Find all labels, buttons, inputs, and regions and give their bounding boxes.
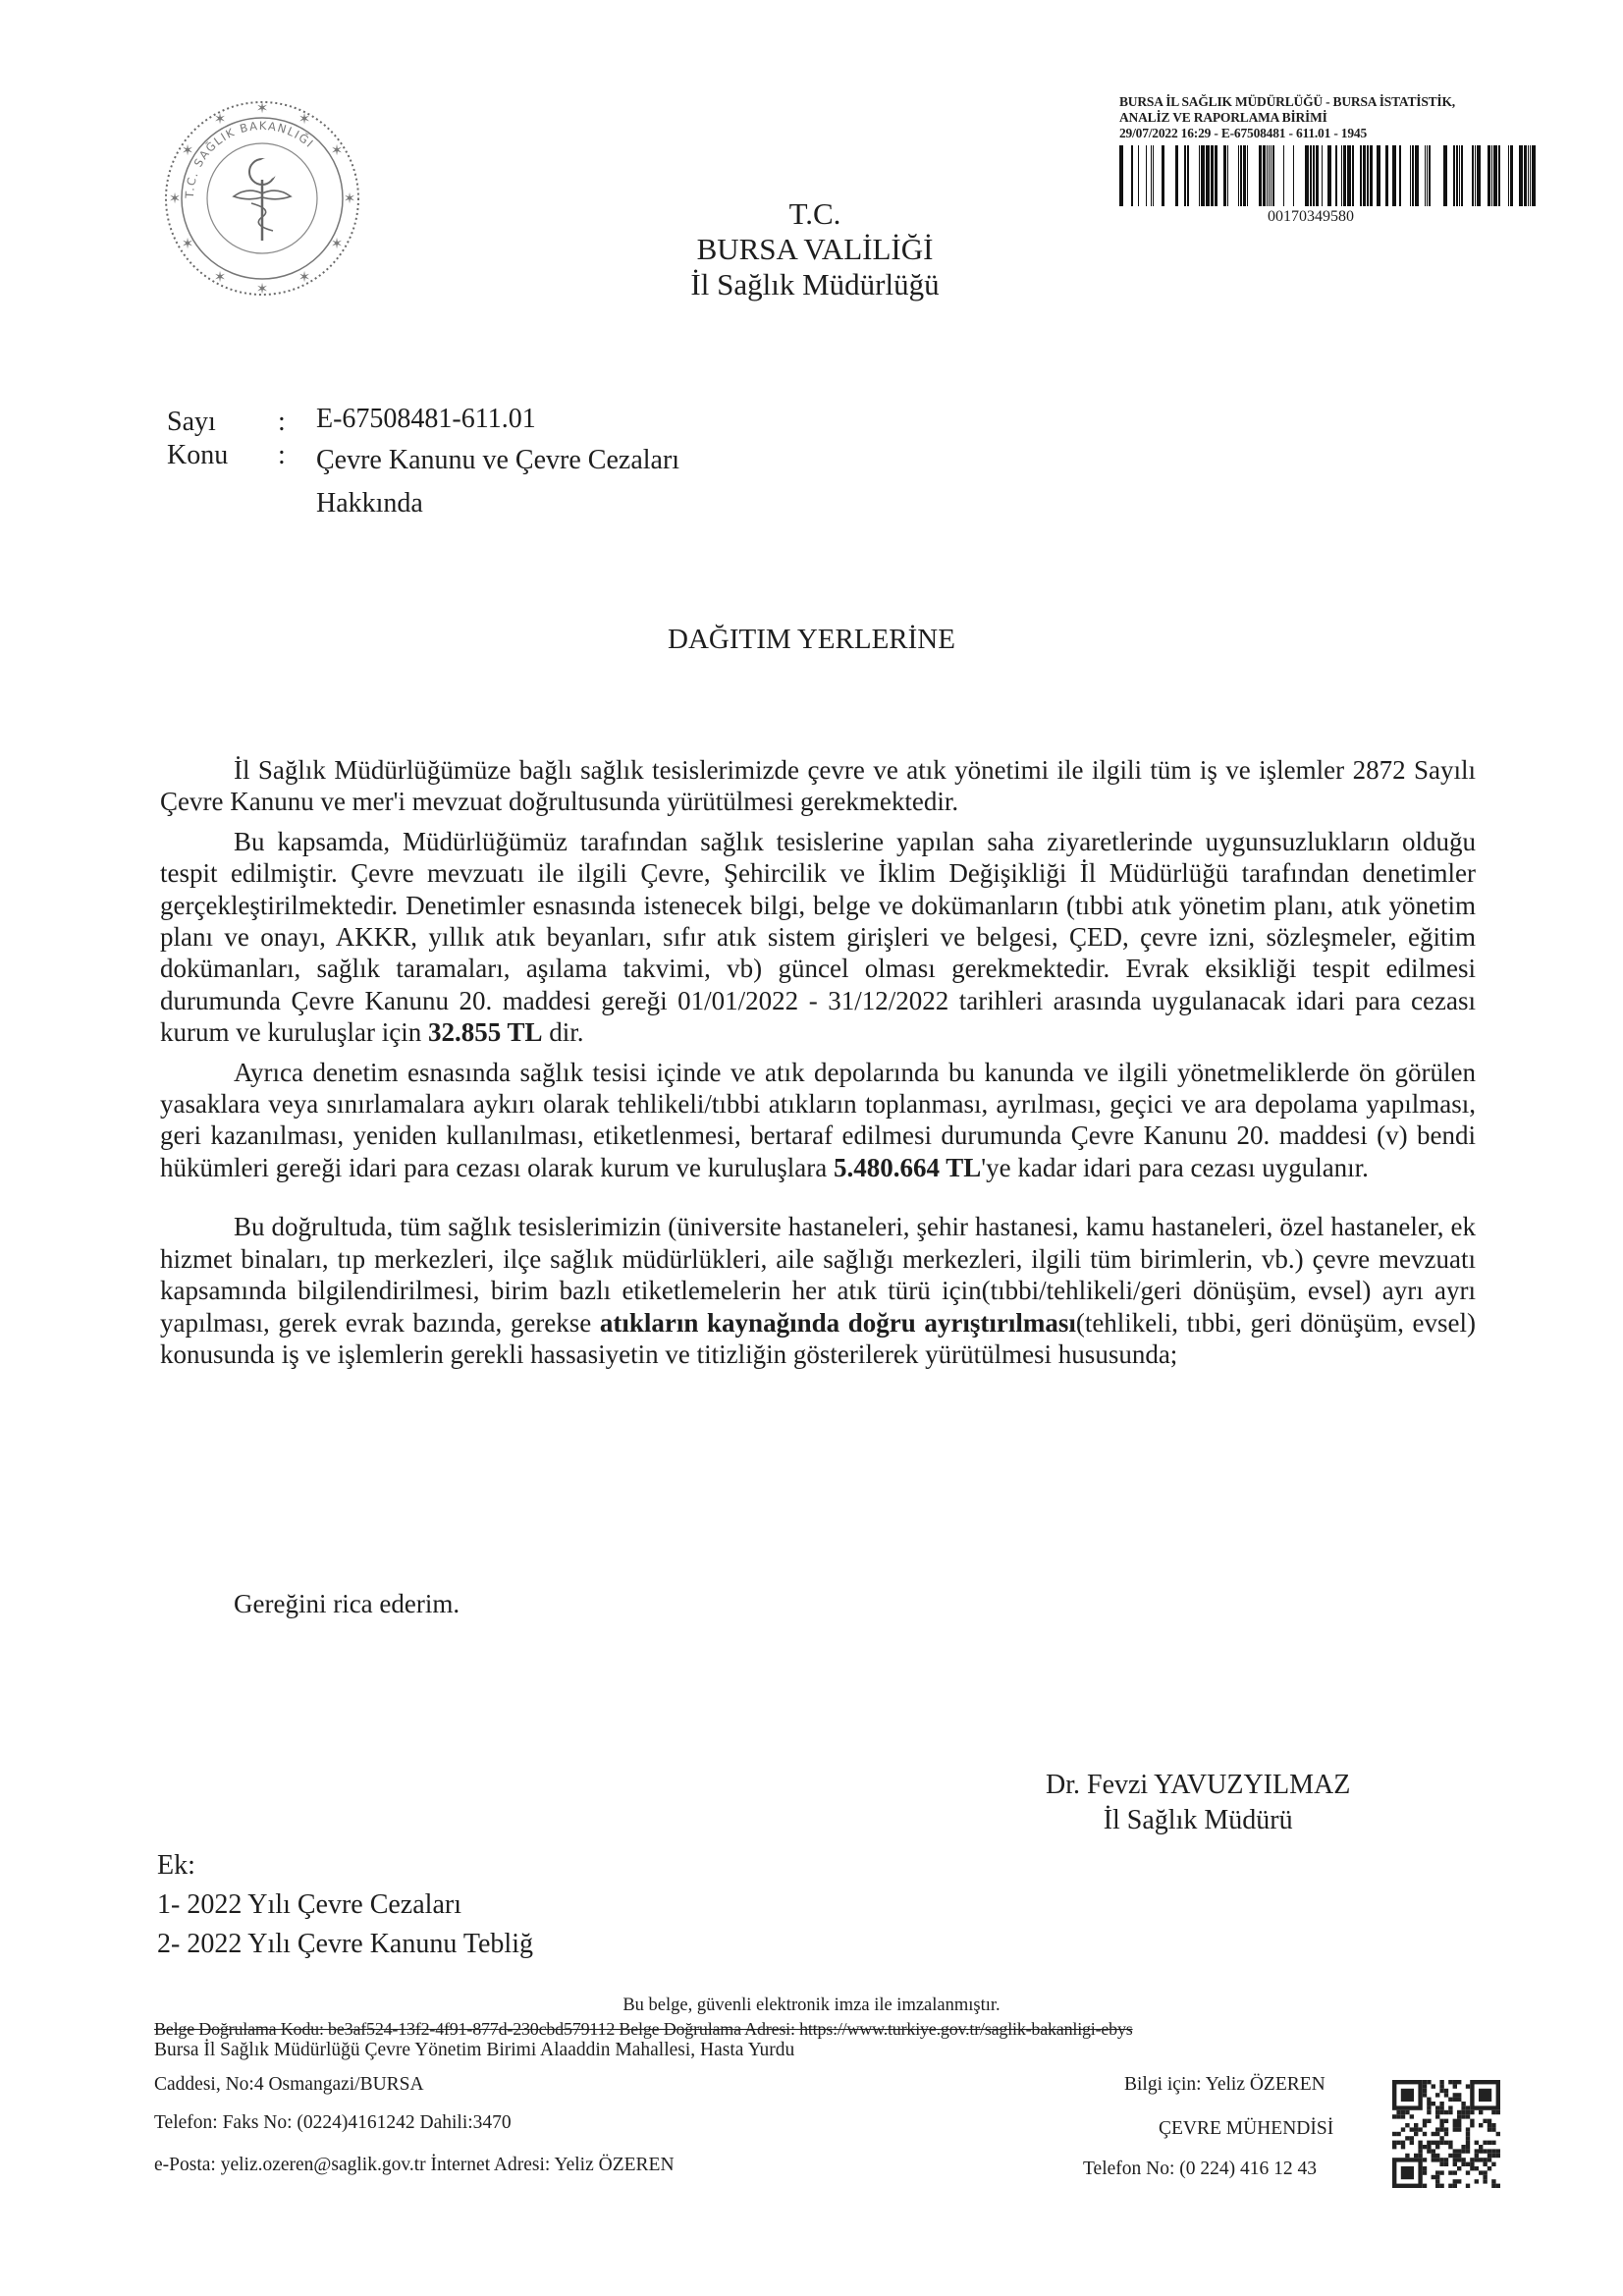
barcode-number: 00170349580: [1268, 208, 1354, 225]
verification-line: Belge Doğrulama Kodu: be3af524-13f2-4f91-877d-230cbd579112 Belge Doğrulama Adresi: https://www.turkiye.gov.tr/saglik-bakanligi-ebys: [154, 2019, 1133, 2039]
konu-label: Konu: [167, 440, 229, 470]
footer-contact-phone: Telefon No: (0 224) 416 12 43: [1083, 2159, 1318, 2179]
letter-body: [160, 754, 1476, 1378]
konu-line-2: Hakkında: [316, 488, 423, 519]
sayi-label: Sayı: [167, 407, 216, 437]
heading-line-tc: T.C.: [788, 196, 841, 231]
ministry-seal: [157, 93, 368, 304]
signer-name: Dr. Fevzi YAVUZYILMAZ: [1046, 1770, 1351, 1800]
attachment-item: 1- 2022 Yılı Çevre Cezaları: [157, 1889, 461, 1920]
attachments-list: [157, 1846, 533, 1964]
konu-colon: :: [278, 440, 286, 470]
signature-block: [1046, 1768, 1350, 1838]
institution-heading: [589, 196, 1041, 302]
svg-text:✶: ✶: [181, 141, 194, 159]
svg-text:✶: ✶: [298, 110, 311, 128]
attachment-item: 2- 2022 Yılı Çevre Kanunu Tebliğ: [157, 1929, 533, 1959]
footer-info: Bilgi için: Yeliz ÖZEREN: [1124, 2074, 1325, 2095]
esign-notice: Bu belge, güvenli elektronik imza ile imzalanmıştır.: [622, 1995, 1001, 2015]
registry-line-1: BURSA İL SAĞLIK MÜDÜRLÜĞÜ - BURSA İSTATİSTİK,: [1119, 94, 1455, 109]
svg-text:T.C. SAĞLIK BAKANLIĞI: T.C. SAĞLIK BAKANLIĞI: [182, 118, 317, 199]
registry-barcode-block: [1119, 94, 1542, 226]
svg-text:✶: ✶: [181, 235, 194, 252]
svg-text:✶: ✶: [298, 268, 311, 286]
svg-text:✶: ✶: [213, 268, 227, 286]
svg-text:✶: ✶: [213, 110, 227, 128]
attachments-label: Ek:: [157, 1850, 195, 1881]
konu-value: [316, 439, 679, 525]
svg-text:✶: ✶: [330, 141, 344, 159]
svg-text:✶: ✶: [255, 280, 269, 298]
seal-emblem-icon: [157, 93, 368, 304]
registry-line-3: 29/07/2022 16:29 - E-67508481 - 611.01 - 1945: [1119, 126, 1367, 140]
closing-line: Gereğini rica ederim.: [234, 1589, 460, 1618]
heading-line-mudurluk: İl Sağlık Müdürlüğü: [690, 267, 940, 301]
svg-text:✶: ✶: [255, 99, 269, 117]
heading-line-valilik: BURSA VALİLİĞİ: [696, 232, 934, 266]
svg-text:✶: ✶: [330, 235, 344, 252]
emphasis-segregation: atıkların kaynağında doğru ayrıştırılması: [599, 1307, 1076, 1338]
sayi-colon: :: [278, 407, 286, 437]
footer-address-2: Caddesi, No:4 Osmangazi/BURSA: [154, 2074, 424, 2095]
paragraph-4: Bu doğrultuda, tüm sağlık tesislerimizin (üniversite hastaneleri, şehir hastanesi, kamu hastaneleri, özel hastaneler, ek hizmet binaları, tıp merkezleri, ilçe sağlık müdürlükleri, aile sağlığı merkezleri, ilgili tüm birimlerin, vb.) çevre mevzuatı kapsamında bilgilendirilmesi, birim bazlı etiketlemelerin her atık türü için(tıbbi/tehlikeli/geri dönüşüm, evsel) ayrı ayrı yapılması, gerek evrak bazında, gerekse atıkların kaynağında doğru ayrıştırılması(tehlikeli, tıbbi, geri dönüşüm, evsel) konusunda iş ve işlemlerin gerekli hassasiyetin ve titizliğin gösterilerek yürütülmesi hususunda;: [160, 1212, 1476, 1369]
footer-address-1: Bursa İl Sağlık Müdürlüğü Çevre Yönetim Birimi Alaaddin Mahallesi, Hasta Yurdu: [154, 2040, 795, 2060]
svg-text:✶: ✶: [343, 190, 356, 207]
paragraph-1: İl Sağlık Müdürlüğümüze bağlı sağlık tesislerimizde çevre ve atık yönetimi ile ilgili tüm iş ve işlemler 2872 Sayılı Çevre Kanunu ve mer'i mevzuat doğrultusunda yürütülmesi gerekmektedir.: [160, 755, 1476, 817]
svg-text:✶: ✶: [168, 190, 182, 207]
registry-line-2: ANALİZ VE RAPORLAMA BİRİMİ: [1119, 110, 1327, 125]
barcode-icon: [1119, 145, 1542, 206]
fine-amount-2: 5.480.664 TL: [833, 1152, 982, 1182]
qr-code-icon: [1392, 2080, 1500, 2188]
sayi-value: E-67508481-611.01: [316, 404, 536, 434]
footer-role: ÇEVRE MÜHENDİSİ: [1159, 2118, 1334, 2139]
fine-amount-1: 32.855 TL: [427, 1017, 543, 1048]
footer-email: e-Posta: yeliz.ozeren@saglik.gov.tr İnternet Adresi: Yeliz ÖZEREN: [154, 2155, 675, 2175]
paragraph-2: Bu kapsamda, Müdürlüğümüz tarafından sağlık tesislerine yapılan saha ziyaretlerinde uygunsuzlukların olduğu tespit edilmiştir. Çevre mevzuatı ile ilgili Çevre, Şehircilik ve İklim Değişikliği İl Müdürlüğü tarafından denetimler gerçekleştirilmektedir. Denetimler esnasında istenecek bilgi, belge ve dokümanların (tıbbi atık yönetim planı, atık yönetim planı ve onayı, AKKR, yıllık atık beyanları, sıfır atık sistem girişleri ve belgesi, ÇED, çevre izni, sözleşmeler, eğitim dokümanları, sağlık taramaları, aşılama takvimi, vb) güncel olması gerekmektedir. Evrak eksikliği tespit edilmesi durumunda Çevre Kanunu 20. maddesi gereği 01/01/2022 - 31/12/2022 tarihleri arasında uygulanacak idari para cezası kurum ve kuruluşlar için 32.855 TL dir.: [160, 826, 1476, 1048]
footer-phone: Telefon: Faks No: (0224)4161242 Dahili:3470: [154, 2112, 512, 2133]
konu-line-1: Çevre Kanunu ve Çevre Cezaları: [316, 445, 680, 475]
signer-title: İl Sağlık Müdürü: [1103, 1805, 1293, 1835]
paragraph-3: Ayrıca denetim esnasında sağlık tesisi içinde ve atık depolarında bu kanunda ve ilgili yönetmeliklerde ön görülen yasaklara veya sınırlamalara aykırı olarak tehlikeli/tıbbi atıkların toplanması, ayrılması, geçici ve ara depolama yapılması, geri kazanılması, yeniden kullanılması, etiketlenmesi, bertaraf edilmesi durumunda Çevre Kanunu 20. maddesi (v) bendi hükümleri gereği idari para cezası olarak kurum ve kuruluşlara 5.480.664 TL'ye kadar idari para cezası uygulanır.: [160, 1057, 1476, 1182]
recipient-heading: DAĞITIM YERLERİNE: [668, 624, 955, 655]
